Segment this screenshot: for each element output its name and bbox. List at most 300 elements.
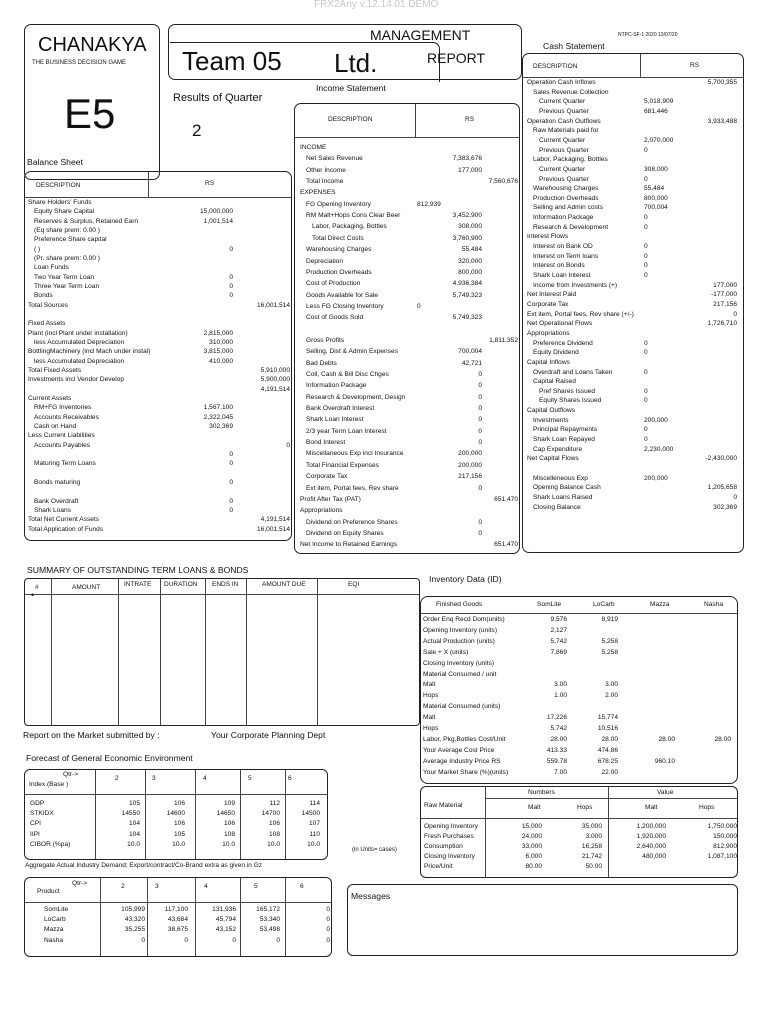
inventory-cell: 7,869 xyxy=(550,648,567,656)
income-row-label: Gross Profits xyxy=(306,336,345,344)
raw-material-label: Raw Material xyxy=(424,802,463,809)
raw-cell: 1,750,000 xyxy=(707,823,737,830)
forecast-cell: 106 xyxy=(223,820,235,828)
inventory-cell: 9,576 xyxy=(550,616,567,623)
income-row-value: 0 xyxy=(478,529,482,537)
forecast-qtr-label: Qtr-> xyxy=(63,771,79,778)
balance-row-label: Shark Loans xyxy=(34,506,72,514)
forecast-cell: 112 xyxy=(269,800,280,807)
income-row-label: Other Income xyxy=(306,166,346,174)
income-row-label: Cost of Goods Sold xyxy=(306,314,364,322)
balance-row-label: Two Year Term Loan xyxy=(34,273,94,281)
forecast-title: Forecast of General Economic Environment xyxy=(26,753,193,763)
balance-row-total: 4,191,514 xyxy=(260,385,290,393)
demand-cell: 117,100 xyxy=(164,906,188,913)
cash-row-value: 0 xyxy=(644,349,648,357)
income-row-label: Shark Loan Interest xyxy=(306,416,364,424)
inventory-cell: 28.00 xyxy=(601,735,618,743)
cash-row-label: Production Overheads xyxy=(533,194,599,202)
raw-material-table xyxy=(420,786,738,878)
balance-row-value: 3,815,000 xyxy=(203,348,233,356)
income-row-label: Miscellaneous Exp incl Insurance xyxy=(306,450,404,458)
cash-row-value: 0 xyxy=(644,175,648,183)
loans-table xyxy=(24,578,420,726)
demand-cell: 165,172 xyxy=(256,906,280,913)
balance-row-label: Total Fixed Assets xyxy=(28,366,82,374)
demand-cell: 0 xyxy=(326,936,330,944)
demand-cell: 0 xyxy=(326,906,330,913)
raw-cell: 15,000 xyxy=(521,823,542,830)
messages-panel xyxy=(347,884,738,956)
balance-row-label: Total Net Current Assets xyxy=(28,516,100,524)
balance-row-label: Investments incl Vendor Develop xyxy=(28,376,125,384)
balance-header-rule xyxy=(25,197,291,198)
cash-row-value: 200,000 xyxy=(644,416,668,424)
raw-cell: 1,920,000 xyxy=(636,833,666,840)
cash-row-total: 177,000 xyxy=(713,281,737,289)
inventory-cell: 28.00 xyxy=(714,735,731,743)
inventory-col-header: Mazza xyxy=(650,601,670,608)
forecast-row-label: CIBOR (%pa) xyxy=(30,840,71,848)
balance-row-label: Current Assets xyxy=(28,394,72,402)
demand-cell: 43,684 xyxy=(167,916,188,924)
raw-cell: 16,258 xyxy=(581,843,602,850)
income-row-value: 812,939 xyxy=(417,200,441,208)
forecast-col-header: 5 xyxy=(248,775,252,782)
forecast-cell: 105 xyxy=(173,830,185,838)
inventory-row-label: Order Enq Recd Dom(units) xyxy=(423,616,505,623)
cash-row-total: 1,205,658 xyxy=(707,484,737,492)
income-row-label: FG Opening Inventory xyxy=(306,200,371,208)
income-col-divider xyxy=(415,104,416,138)
forecast-cell: 14600 xyxy=(166,810,185,818)
income-row-value: 0 xyxy=(478,393,482,401)
inventory-cell: 474.86 xyxy=(597,746,618,754)
cash-row-label: Research & Development xyxy=(533,223,609,231)
income-row-label: Profit After Tax (PAT) xyxy=(300,495,361,503)
cash-row-label: Preference Dividend xyxy=(533,339,593,347)
balance-row-label: (Eq share prem: 0.00 ) xyxy=(34,226,100,234)
inventory-cell: 17,226 xyxy=(546,714,567,722)
demand-cell: 53,498 xyxy=(259,926,280,934)
cash-row-value: 0 xyxy=(644,262,648,270)
cash-row-label: Net Operational Flows xyxy=(527,320,593,328)
income-row-label: Bond Interest xyxy=(306,439,346,447)
loans-col-num: # xyxy=(35,584,39,591)
income-row-label: Bad Debts xyxy=(306,359,337,367)
demand-qtr-label: Qtr-> xyxy=(72,880,88,887)
balance-row-label: Total Application of Funds xyxy=(28,525,104,533)
raw-cell: 150,000 xyxy=(713,833,737,840)
balance-row-value: 1,567,100 xyxy=(203,404,233,412)
cash-row-value: 200,000 xyxy=(644,474,668,482)
income-row-label: Net Income to Retained Earnings xyxy=(300,541,398,549)
cash-row-value: 0 xyxy=(644,426,648,434)
income-row-value: 0 xyxy=(478,371,482,378)
forecast-cell: 106 xyxy=(173,800,185,807)
balance-row-total: 16,001,514 xyxy=(256,525,290,533)
demand-col-divider xyxy=(195,878,196,956)
income-row-value: 217,156 xyxy=(458,473,482,481)
results-label: Results of Quarter xyxy=(173,92,263,104)
forecast-col-divider xyxy=(240,770,241,859)
cash-row-total: -177,000 xyxy=(710,291,737,299)
demand-cell: 131,936 xyxy=(212,906,236,913)
raw-cell: 33,000 xyxy=(521,843,542,850)
demand-cell: 0 xyxy=(276,936,280,944)
forecast-cell: 104 xyxy=(128,820,140,828)
cash-row-value: 0 xyxy=(644,214,648,222)
income-row-label: Ext item, Portal fees, Rev share xyxy=(306,484,399,492)
inventory-row-label: Your Average Cost Price xyxy=(423,746,495,754)
quarter-number: 2 xyxy=(192,121,202,140)
inventory-cell: 5,742 xyxy=(550,725,567,732)
cash-row-label: Raw Materials paid for xyxy=(533,127,599,135)
forecast-col-divider xyxy=(95,770,96,859)
loans-col-duration: DURATION xyxy=(164,581,198,588)
forecast-col-header: 6 xyxy=(288,775,292,782)
balance-row-value: 0 xyxy=(229,282,233,290)
balance-row-label: Total Sources xyxy=(28,301,68,309)
raw-row-label: Opening Inventory xyxy=(424,823,478,830)
balance-row-value: 2,815,000 xyxy=(203,329,233,337)
demand-product-label: Product xyxy=(37,888,60,895)
income-row-label: Coll, Cash & Bill Disc Chges xyxy=(306,371,389,378)
inventory-row-label: Hops xyxy=(423,692,439,700)
balance-row-value: 1,001,514 xyxy=(203,217,233,225)
income-row-value: 177,000 xyxy=(458,166,482,174)
balance-row-label: (Pr. share prem: 0.00 ) xyxy=(34,254,100,262)
demand-cell: 38,675 xyxy=(167,926,188,934)
balance-row-total: 5,900,000 xyxy=(260,376,290,384)
balance-row-value: 310,000 xyxy=(209,338,233,346)
demand-title: Aggregate Actual Industry Demand; Export/contract/Co-Brand extra as given in Gz xyxy=(25,862,263,869)
raw-header-rule xyxy=(486,798,737,799)
balance-desc-header: DESCRIPTION xyxy=(36,182,81,189)
cash-row-label: Ext item, Portal fees, Rev share (+/-) xyxy=(527,310,634,318)
income-row-value: 5,749,323 xyxy=(452,291,482,299)
cash-row-value: 2,070,000 xyxy=(644,136,674,144)
cash-row-value: 2,230,000 xyxy=(644,445,674,453)
income-row-value: 42,721 xyxy=(461,359,482,367)
forecast-cell: 114 xyxy=(309,800,320,807)
raw-col-header: Malt xyxy=(528,804,541,811)
income-desc-header: DESCRIPTION xyxy=(328,116,373,123)
forecast-row-label: STKIDX xyxy=(30,810,54,818)
cash-row-label: Cap Expenditure xyxy=(533,445,583,453)
income-row-value: 0 xyxy=(478,439,482,447)
income-row-label: Net Sales Revenue xyxy=(306,155,363,163)
inventory-col-header: Nasha xyxy=(704,601,724,608)
cash-row-label: Operation Cash Outflows xyxy=(527,117,601,125)
balance-row-label: Maturing Term Loans xyxy=(34,460,96,468)
raw-cell: 80.00 xyxy=(525,863,542,870)
cash-row-label: Interest on Term loans xyxy=(533,252,599,260)
cash-row-label: Previous Quarter xyxy=(539,175,589,183)
balance-row-value: 0 xyxy=(229,460,233,468)
income-row-label: Information Package xyxy=(306,382,367,390)
income-row-label: Research & Development, Design xyxy=(306,393,406,401)
demand-cell: 35,255 xyxy=(124,926,145,934)
balance-row-label: BottlingMachinery (incl Mach under instal) xyxy=(28,348,151,356)
raw-value-label: Value xyxy=(657,789,674,796)
inventory-cell: 5,742 xyxy=(550,637,567,645)
inventory-cell: 3.00 xyxy=(554,681,567,689)
demand-cell: 43,152 xyxy=(215,926,236,934)
demand-col-divider xyxy=(240,878,241,956)
income-rs-header: RS xyxy=(465,116,475,123)
balance-row-label: Equity Share Capital xyxy=(34,208,95,216)
demand-col-header: 4 xyxy=(204,883,208,890)
raw-cell: 24,000 xyxy=(521,833,542,840)
cash-title: Cash Statement xyxy=(543,41,605,51)
raw-col-divider xyxy=(608,787,609,877)
loans-col-divider xyxy=(118,579,119,725)
tagline: THE BUSINESS DECISION GAME xyxy=(32,60,127,66)
balance-row-value: 0 xyxy=(229,478,233,486)
income-row-label: Warehousing Charges xyxy=(306,246,372,254)
balance-row-value: 0 xyxy=(229,506,233,514)
cash-row-label: Current Quarter xyxy=(539,136,586,144)
inventory-cell: 2.00 xyxy=(605,692,618,700)
cash-header-rule xyxy=(523,77,743,78)
management-label: MANAGEMENT xyxy=(370,27,471,43)
cash-row-value: 0 xyxy=(644,252,648,260)
cash-row-label: Miscelleneous Exp xyxy=(533,474,588,482)
income-row-label: Cost of Production xyxy=(306,280,361,288)
balance-row-total: 0 xyxy=(286,441,290,449)
forecast-col-divider xyxy=(285,770,286,859)
demand-col-divider xyxy=(147,878,148,956)
balance-row-label: Accounts Payables xyxy=(34,441,91,449)
income-row-label: INCOME xyxy=(300,144,327,151)
units-note: (in Units= cases) xyxy=(352,847,397,853)
messages-title: Messages xyxy=(351,891,391,901)
income-row-label: Dividend on Equity Shares xyxy=(306,529,384,537)
income-row-value: 4,936,384 xyxy=(452,280,482,288)
cash-row-label: Information Package xyxy=(533,214,594,222)
cash-row-value: 800,000 xyxy=(644,194,668,202)
inventory-title: Inventory Data (ID) xyxy=(429,574,502,584)
income-row-value: 0 xyxy=(478,484,482,492)
loans-col-amount: AMOUNT xyxy=(72,584,101,591)
loans-col-divider xyxy=(51,579,52,725)
income-row-label: RM Malt+Hops Cons Clear Beer xyxy=(306,212,401,220)
balance-row-label: Less Current Liabilities xyxy=(28,432,95,440)
demand-row-label: Mazza xyxy=(44,926,64,934)
cash-row-label: Net Capital Flows xyxy=(527,455,579,463)
inventory-row-label: Average Industry Price RS xyxy=(423,757,501,765)
raw-col-divider xyxy=(485,787,486,877)
raw-col-header: Hops xyxy=(577,804,593,811)
company-code: E5 xyxy=(64,90,116,137)
balance-title: Balance Sheet xyxy=(27,157,83,167)
cash-row-label: Shark Loans Raised xyxy=(533,493,593,501)
cash-row-value: 0 xyxy=(644,436,648,444)
inventory-cell: 413.33 xyxy=(546,746,567,754)
cash-row-value: 55,484 xyxy=(644,185,665,193)
balance-row-label: Share Holders' Funds xyxy=(28,199,92,206)
cash-row-value: 0 xyxy=(644,387,648,395)
cash-row-label: Previous Quarter xyxy=(539,107,589,115)
form-ref: NTPC-SF-1 2020 13/07/20 xyxy=(618,32,678,38)
forecast-cell: 14650 xyxy=(216,810,235,818)
demand-col-divider xyxy=(100,878,101,956)
forecast-cell: 106 xyxy=(173,820,185,828)
team-name: Team 05 xyxy=(182,46,282,76)
income-row-value: 200,000 xyxy=(458,461,482,469)
cash-rs-header: RS xyxy=(690,62,700,69)
loans-col-ends-in: ENDS IN xyxy=(212,581,239,588)
forecast-index-base: Index (Base ) xyxy=(29,781,69,788)
income-row-label: Appropriations xyxy=(300,507,343,515)
balance-row-value: 0 xyxy=(229,450,233,458)
income-row-value: 5,749,323 xyxy=(452,314,482,322)
income-row-total: 651,470 xyxy=(494,495,518,503)
income-row-value: 200,000 xyxy=(458,450,482,458)
cash-row-label: Current Quarter xyxy=(539,165,586,173)
demand-col-header: 2 xyxy=(121,883,125,890)
inventory-cell: 28.00 xyxy=(550,735,567,743)
cash-row-value: 700,004 xyxy=(644,204,668,212)
income-row-label: Selling, Dist & Admin Expenses xyxy=(306,348,398,356)
raw-cell: 1,087,100 xyxy=(707,853,737,860)
cash-row-label: Interest on Bank OD xyxy=(533,243,593,251)
raw-header-rule xyxy=(421,818,737,819)
inventory-row-label: Material Consumed (units) xyxy=(423,703,501,711)
cash-col-divider xyxy=(640,54,641,78)
balance-row-value: 410,000 xyxy=(209,357,233,365)
inventory-row-label: Sale + X (units) xyxy=(423,648,469,656)
demand-cell: 0 xyxy=(141,936,145,944)
raw-cell: 50.00 xyxy=(585,863,602,870)
raw-cell: 2,640,000 xyxy=(636,843,666,850)
inventory-row-label: Malt xyxy=(423,714,436,722)
income-row-value: 0 xyxy=(478,427,482,435)
cash-row-label: Capital Outflows xyxy=(527,407,576,415)
balance-row-total: 5,910,000 xyxy=(260,366,290,374)
cash-row-label: Pref Shares Issued xyxy=(539,387,596,395)
demand-cell: 43,320 xyxy=(124,916,145,924)
balance-row-value: 15,000,000 xyxy=(199,208,233,216)
cash-row-label: Investments xyxy=(533,416,569,424)
loans-col-divider xyxy=(246,579,247,725)
cash-row-label: Shark Loan Repayed xyxy=(533,436,595,444)
balance-row-label: Accounts Receivables xyxy=(34,413,99,421)
cash-row-label: Appropriations xyxy=(527,329,570,337)
income-row-value: 0 xyxy=(417,302,421,310)
balance-row-label: RM+FG Inventories xyxy=(34,404,92,412)
forecast-col-divider xyxy=(195,770,196,859)
inventory-cell: 15,774 xyxy=(597,714,618,722)
raw-row-label: Fresh Purchases xyxy=(424,833,474,840)
inventory-cell: 28.00 xyxy=(658,735,675,743)
loans-col-divider xyxy=(160,579,161,725)
income-row-label: Total Financial Expenses xyxy=(306,461,379,469)
cash-row-total: 1,726,710 xyxy=(707,320,737,328)
forecast-cell: 104 xyxy=(128,830,140,838)
balance-row-label: Plant (incl Plant under installation) xyxy=(28,329,128,337)
inventory-cell: 5,258 xyxy=(601,637,618,645)
demand-cell: 0 xyxy=(326,926,330,934)
cash-row-label: Interest Flows xyxy=(527,233,569,241)
income-row-label: Corporate Tax xyxy=(306,473,348,481)
inventory-cell: 7.00 xyxy=(554,768,567,776)
cash-row-total: 0 xyxy=(733,493,737,501)
inventory-header-rule xyxy=(421,613,737,614)
cash-row-label: Labor, Packaging, Bottles xyxy=(533,156,608,164)
cash-row-label: Operation Cash Inflows xyxy=(527,79,596,86)
loans-title: SUMMARY OF OUTSTANDING TERM LOANS & BONDS xyxy=(27,565,249,575)
income-row-label: EXPENSES xyxy=(300,189,336,197)
balance-col-divider xyxy=(148,172,149,198)
cash-row-value: 0 xyxy=(644,368,648,376)
cash-row-value: 0 xyxy=(644,339,648,347)
forecast-cell: 106 xyxy=(268,820,280,828)
balance-row-label: Three Year Term Loan xyxy=(34,282,100,290)
forecast-row-label: CPI xyxy=(30,820,41,828)
demand-col-divider xyxy=(285,878,286,956)
forecast-cell: 109 xyxy=(223,800,235,807)
cash-row-value: 0 xyxy=(644,272,648,279)
income-row-label: Total Direct Costs xyxy=(312,234,364,242)
raw-cell: 6,000 xyxy=(525,853,542,860)
loans-col-intrate: INTRATE xyxy=(124,581,152,588)
forecast-cell: 10.0 xyxy=(267,840,280,848)
cash-row-total: 3,933,488 xyxy=(707,117,737,125)
loans-col-eqi: EQI xyxy=(348,581,360,588)
income-row-value: 0 xyxy=(478,405,482,413)
loans-row-marker: • xyxy=(31,590,35,600)
inventory-cell: 1.00 xyxy=(554,692,567,700)
inventory-row-label: Hops xyxy=(423,725,439,732)
cash-row-label: Sales Revenue Collection xyxy=(533,88,609,96)
inventory-cell: 22.00 xyxy=(601,768,618,776)
income-row-label: Less FG Closing Inventory xyxy=(306,302,384,310)
inventory-col-header: Finished Goods xyxy=(436,601,483,608)
inventory-cell: 8,919 xyxy=(601,616,618,623)
cash-row-label: Current Quarter xyxy=(539,98,586,106)
balance-row-label: less Accumulated Depreciation xyxy=(34,357,125,365)
income-row-value: 55,484 xyxy=(461,246,482,254)
raw-cell: 21,742 xyxy=(581,853,602,860)
cash-desc-header: DESCRIPTION xyxy=(533,63,578,70)
cash-row-value: 0 xyxy=(644,223,648,231)
balance-row-value: 0 xyxy=(229,497,233,505)
forecast-cell: 105 xyxy=(128,800,140,807)
income-row-value: 0 xyxy=(478,518,482,526)
balance-row-label: Preference Share capital xyxy=(34,236,107,244)
raw-row-label: Closing Inventory xyxy=(424,853,475,860)
forecast-cell: 14700 xyxy=(261,810,280,818)
cash-row-value: 5,018,909 xyxy=(644,98,674,106)
cash-row-total: 0 xyxy=(733,310,737,318)
forecast-col-header: 3 xyxy=(152,775,156,782)
income-row-value: 800,000 xyxy=(458,268,482,276)
raw-cell: 35,000 xyxy=(581,823,602,830)
cash-row-value: 0 xyxy=(644,243,648,251)
inventory-cell: 960.10 xyxy=(654,757,675,765)
loans-col-divider xyxy=(317,579,318,725)
forecast-header-rule xyxy=(25,794,327,795)
team-suffix: Ltd. xyxy=(334,48,378,78)
inventory-cell: 10,516 xyxy=(597,725,618,732)
balance-row-label: Cash on Hand xyxy=(34,422,77,430)
income-row-label: 2/3 year Term Loan Interest xyxy=(306,427,387,435)
inventory-row-label: Malt xyxy=(423,681,436,689)
inventory-row-label: Opening Inventory (units) xyxy=(423,626,498,634)
inventory-row-label: Labor, Pkg,Bottles Cost/Unit xyxy=(423,735,506,743)
